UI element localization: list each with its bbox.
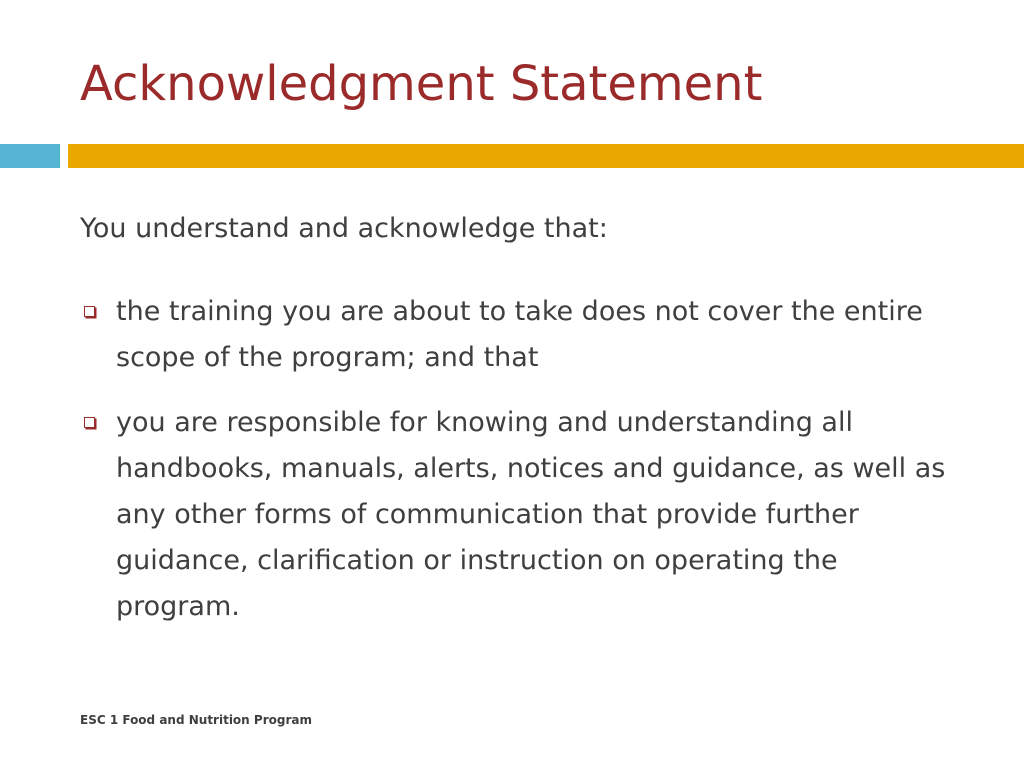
- intro-text: You understand and acknowledge that:: [80, 213, 608, 244]
- accent-bar-blue: [0, 144, 60, 168]
- accent-bar-gold: [68, 144, 1024, 168]
- list-item: [80, 400, 960, 630]
- square-bullet-icon: [84, 306, 95, 317]
- bullet-list: [80, 289, 960, 649]
- slide-title: Acknowledgment Statement: [80, 56, 763, 112]
- bullet-text: you are responsible for knowing and understanding all handbooks, manuals, alerts, notices and guidance, as well as any other forms of communication that provide further guidance, clarification or instruction on operating the program.: [116, 407, 946, 622]
- bullet-text: the training you are about to take does not cover the entire scope of the program; and that: [116, 296, 923, 373]
- footer-text: ESC 1 Food and Nutrition Program: [80, 713, 312, 727]
- list-item: [80, 289, 960, 381]
- square-bullet-icon: [84, 417, 95, 428]
